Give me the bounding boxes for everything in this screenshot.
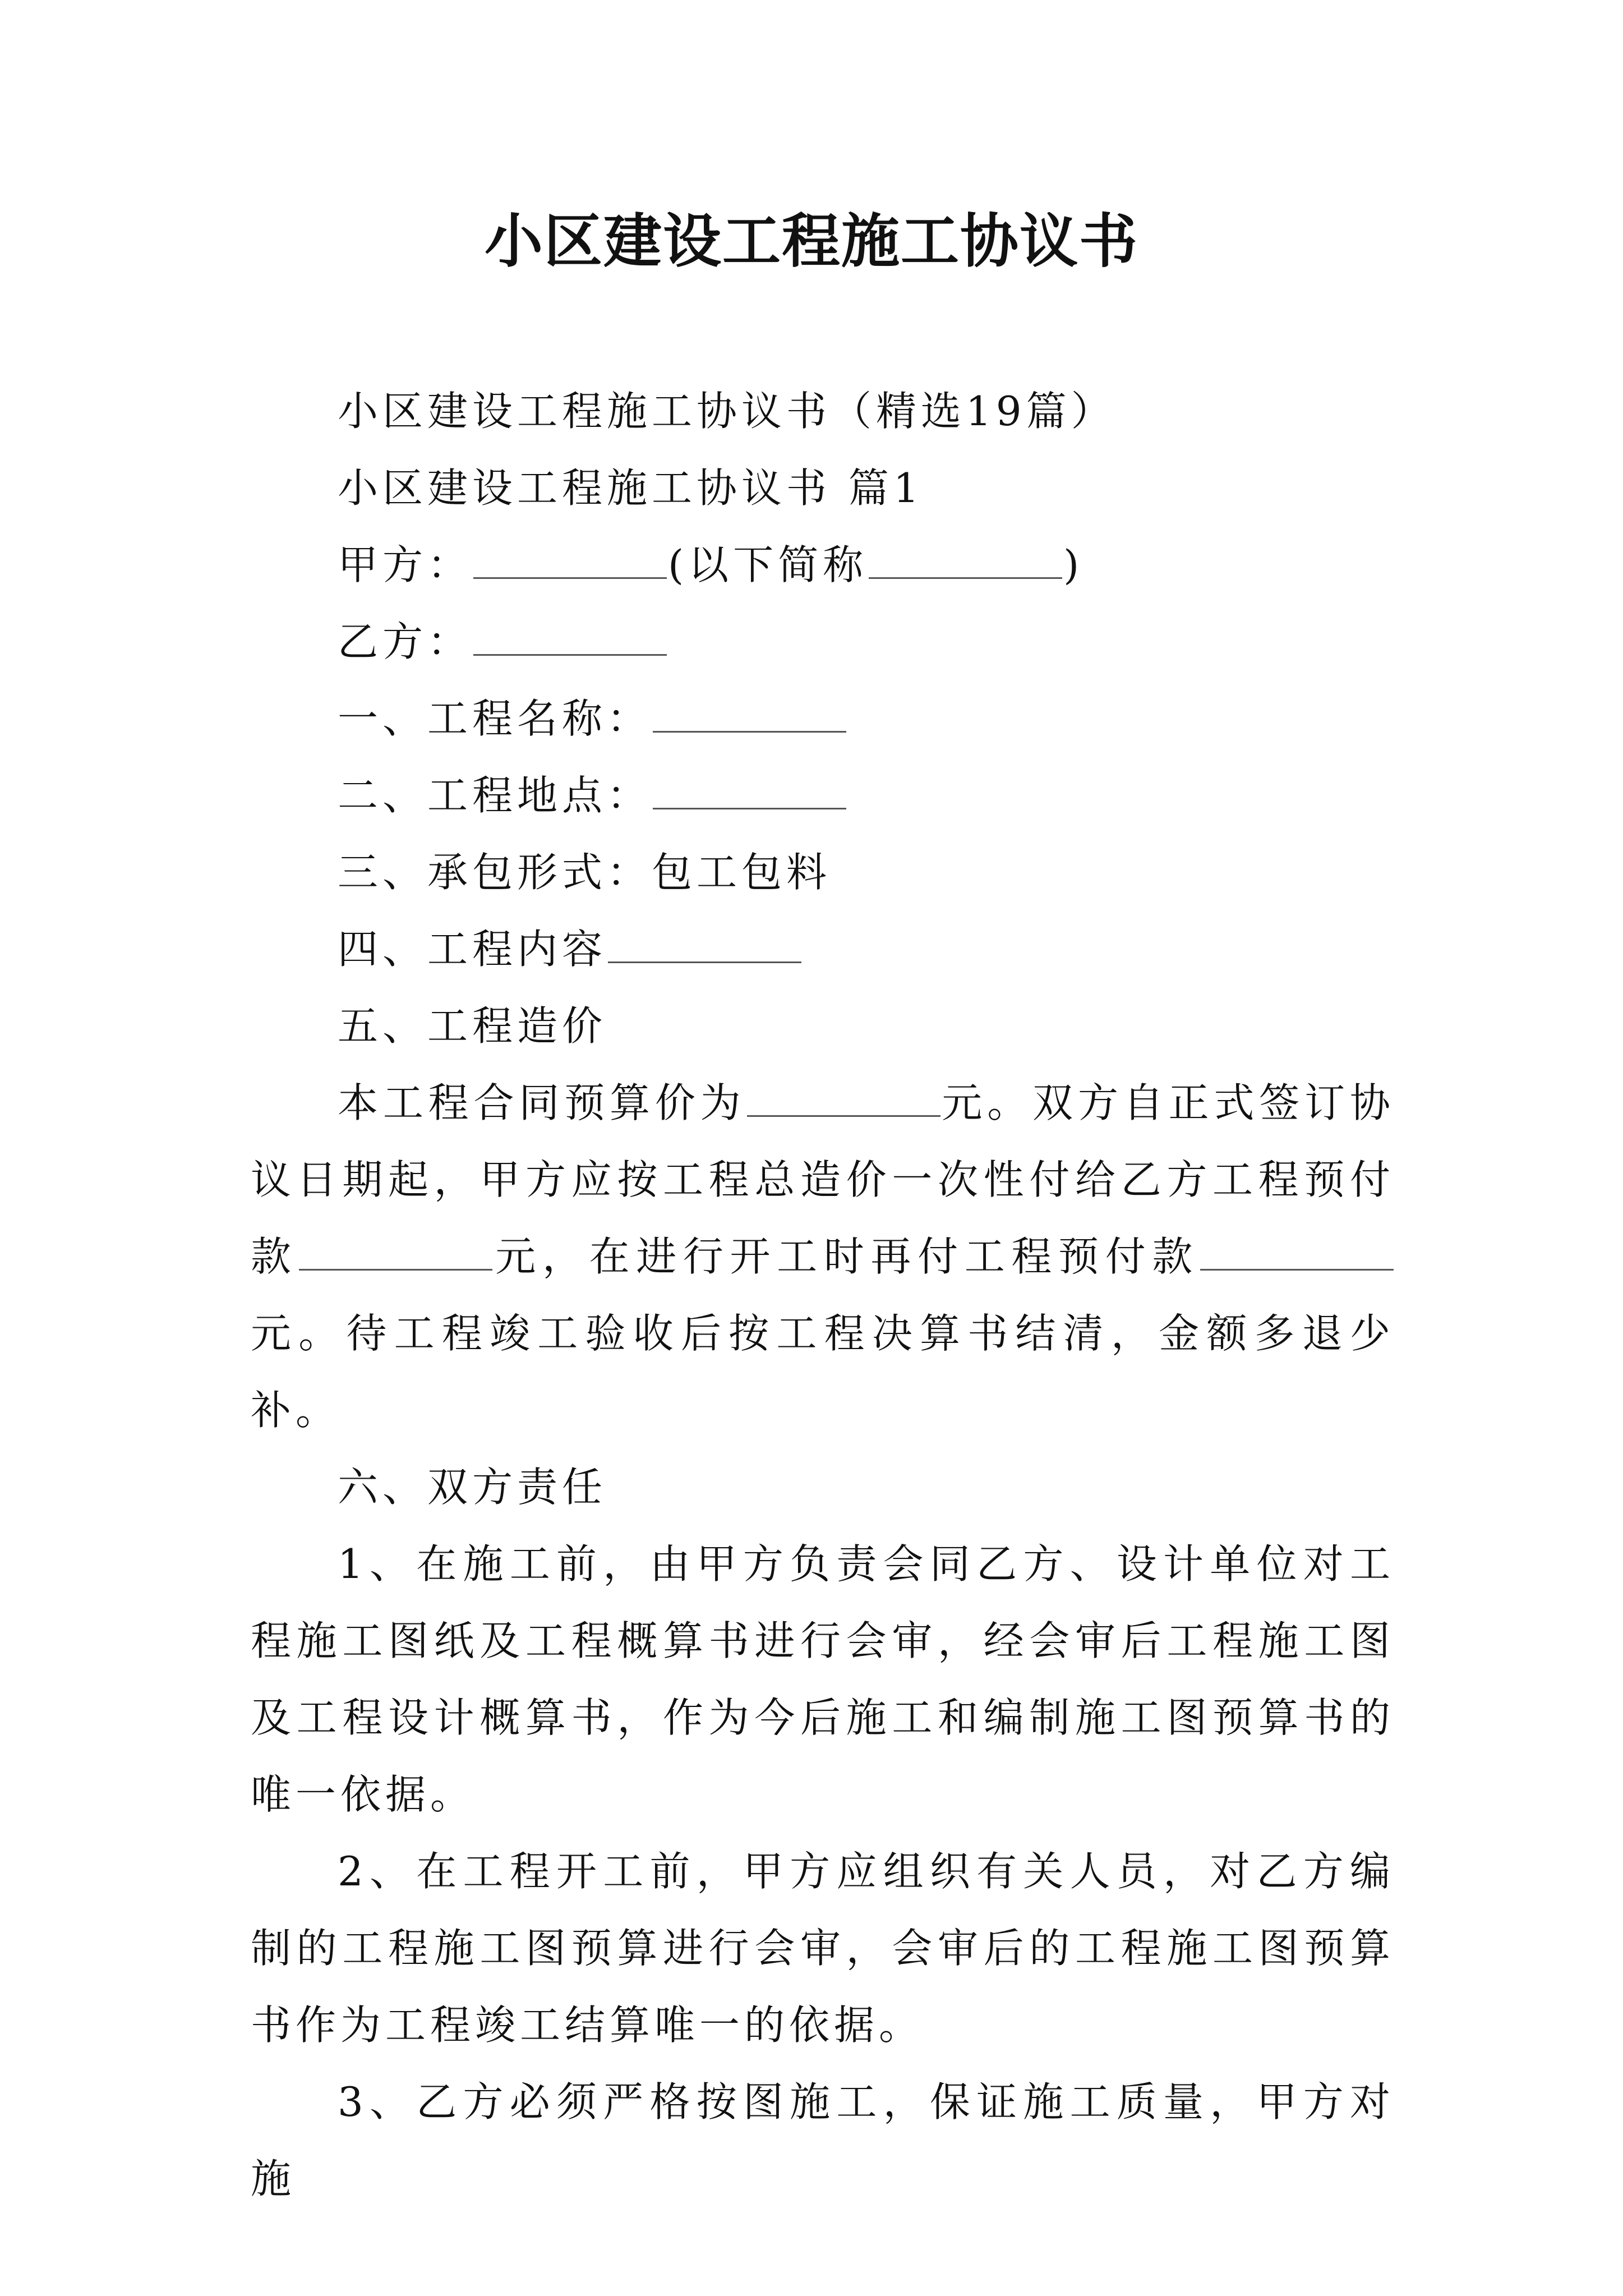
item2-label: 二、工程地点： [338,772,652,819]
duty-3: 3、乙方必须严格按图施工，保证施工质量，甲方对施 [251,2078,1395,2202]
item-project-cost: 五、工程造价 [338,1002,607,1050]
price-blank-2 [299,1268,492,1271]
duty-1: 1、在施工前，由甲方负责会同乙方、设计单位对工程施工图纸及工程概算书进行会审，经会审后工程施工图及工程设计概算书，作为今后施工和编制施工图预算书的唯一依据。 [251,1540,1395,1818]
subtitle: 小区建设工程施工协议书（精选19篇） [338,388,1116,435]
item4-blank [608,961,801,963]
item-responsibilities: 六、双方责任 [338,1464,607,1511]
price-part1: 本工程合同预算价为 [338,1079,746,1126]
item4-label: 四、工程内容 [338,926,607,973]
party-a-line [251,527,1395,604]
section-heading: 小区建设工程施工协议书 篇1 [338,464,924,512]
party-b-label: 乙方： [338,618,473,665]
item-project-location [251,757,1395,834]
document-title: 小区建设工程施工协议书 [484,206,1138,275]
party-a-label: 甲方： [338,541,473,588]
party-b-line [251,604,1395,680]
document-body [251,373,1395,2217]
price-blank-1 [747,1115,940,1117]
party-a-alias-prefix: (以下简称 [668,541,868,588]
item1-label: 一、工程名称： [338,695,652,742]
item2-blank [653,807,846,809]
item1-blank [653,730,846,733]
party-a-alias-blank [869,577,1062,579]
price-blank-3 [1200,1268,1394,1271]
price-paragraph [251,1065,1395,1449]
party-a-blank [473,577,667,579]
item-project-name [251,680,1395,757]
item-project-content [251,911,1395,988]
price-part3: 元，在进行开工时再付工程预付款 [493,1233,1199,1280]
item-contract-form: 三、承包形式：包工包料 [338,849,832,896]
party-a-alias-suffix: ) [1063,541,1084,588]
duty-2: 2、在工程开工前，甲方应组织有关人员，对乙方编制的工程施工图预算进行会审，会审后的工程施工图预算书作为工程竣工结算唯一的依据。 [251,1848,1395,2049]
price-part2: 元。双方自正式签订协议日期起，甲方应按工程总造价一次性付给乙方工程预付款 [251,1079,1395,1280]
price-part4: 元。待工程竣工验收后按工程决算书结清，金额多退少补。 [251,1310,1395,1434]
party-b-blank [473,654,667,656]
